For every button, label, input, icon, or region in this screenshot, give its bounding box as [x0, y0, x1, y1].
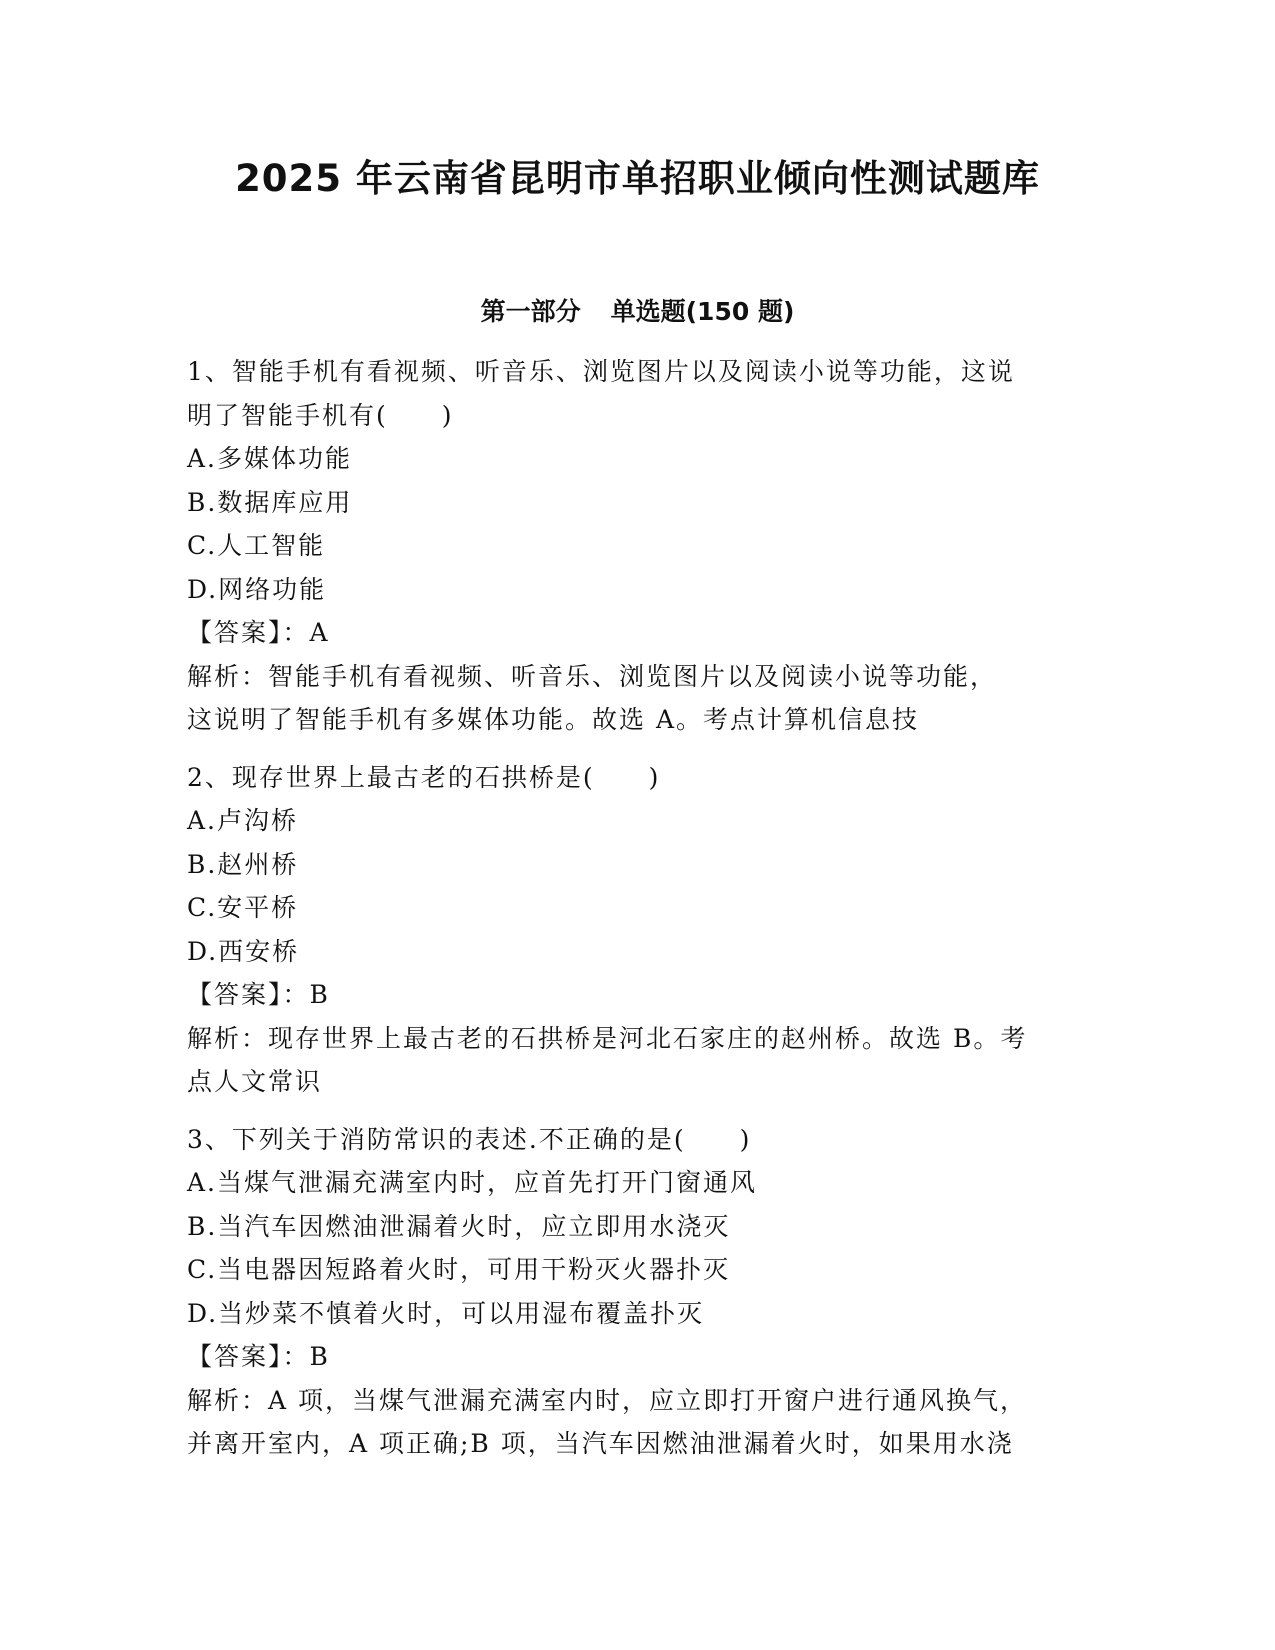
section-name: 单选题(150 题): [610, 297, 795, 326]
analysis-line: 解析：现存世界上最古老的石拱桥是河北石家庄的赵州桥。故选 B。考: [187, 1023, 1028, 1053]
analysis-line: 点人文常识: [187, 1067, 323, 1096]
section-part: 第一部分: [480, 297, 581, 326]
question-stem: 2、现存世界上最古老的石拱桥是( ): [187, 762, 661, 792]
option-b: B.数据库应用: [187, 487, 353, 517]
analysis-line: 并离开室内，A 项正确;B 项，当汽车因燃油泄漏着火时，如果用水浇: [187, 1429, 1014, 1458]
question-stem: 明了智能手机有( ): [187, 400, 454, 430]
question-stem: 3、下列关于消防常识的表述.不正确的是( ): [187, 1124, 752, 1154]
option-d: D.当炒菜不慎着火时，可以用湿布覆盖扑灭: [187, 1298, 705, 1328]
option-b: B.当汽车因燃油泄漏着火时，应立即用水浇灭: [187, 1211, 731, 1241]
option-a: A.当煤气泄漏充满室内时，应首先打开门窗通风: [187, 1168, 758, 1197]
option-a: A.多媒体功能: [187, 444, 353, 473]
question-item: [187, 1118, 1087, 1466]
analysis-line: 解析：A 项，当煤气泄漏充满室内时，应立即打开窗户进行通风换气，: [187, 1385, 1028, 1415]
option-d: D.网络功能: [187, 574, 327, 604]
answer-line: 【答案】：B: [187, 980, 330, 1009]
section-heading: [0, 292, 1275, 328]
option-d: D.西安桥: [187, 936, 300, 966]
answer-line: 【答案】：B: [187, 1342, 330, 1371]
question-item: [187, 350, 1087, 742]
question-list: [187, 350, 1087, 1466]
document-title: 2025 年云南省昆明市单招职业倾向性测试题库: [235, 157, 1040, 200]
answer-line: 【答案】：A: [187, 618, 330, 647]
option-a: A.卢沟桥: [187, 806, 299, 835]
option-b: B.赵州桥: [187, 849, 299, 879]
option-c: C.人工智能: [187, 531, 326, 560]
analysis-line: 这说明了智能手机有多媒体功能。故选 A。考点计算机信息技: [187, 705, 920, 734]
question-stem: 1、智能手机有看视频、听音乐、浏览图片以及阅读小说等功能，这说: [187, 357, 1015, 386]
option-c: C.当电器因短路着火时，可用干粉灭火器扑灭: [187, 1255, 731, 1284]
option-c: C.安平桥: [187, 893, 299, 922]
analysis-line: 解析：智能手机有看视频、听音乐、浏览图片以及阅读小说等功能，: [187, 661, 998, 691]
question-item: [187, 756, 1087, 1104]
